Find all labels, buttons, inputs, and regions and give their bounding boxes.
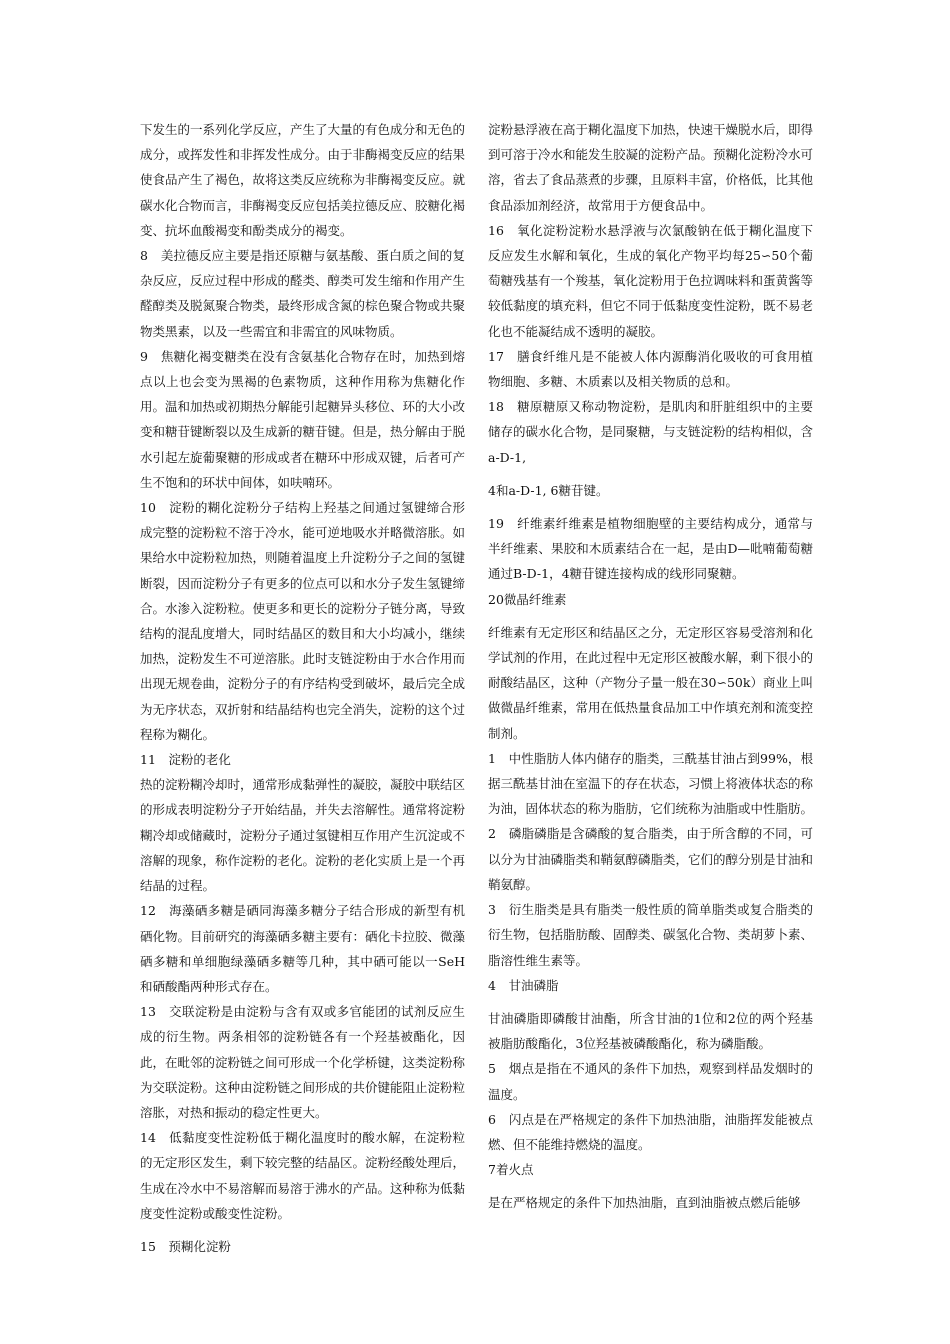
paragraph: 14 低黏度变性淀粉低于糊化温度时的酸水解，在淀粉粒的无定形区发生，剩下较完整的结晶区。淀粉经酸处理后，生成在冷水中不易溶解而易溶于沸水的产品。这种称为低黏度变性淀粉或酸变性淀粉。 <box>140 1130 466 1221</box>
paragraph: 4 甘油磷脂 <box>488 977 559 993</box>
paragraph: 下发生的一系列化学反应，产生了大量的有色成分和无色的成分，或挥发性和非挥发性成分。由于非酶褐变反应的结果使食品产生了褐色，故将这类反应统称为非酶褐变反应。就碳水化合物而言，非酶褐变反应包括美拉德反应、胶糖化褐变、抗坏血酸褐变和酚类成分的褐变。 <box>140 122 466 238</box>
paragraph: 是在严格规定的条件下加热油脂，直到油脂被点燃后能够 <box>488 1195 801 1211</box>
paragraph: 淀粉悬浮液在高于糊化温度下加热，快速干燥脱水后，即得到可溶于冷水和能发生胶凝的淀粉产品。预糊化淀粉冷水可溶，省去了食品蒸煮的步骤，且原料丰富，价格低，比其他食品添加剂经济，故常用于方便食品中。 <box>488 122 814 213</box>
paragraph: 16 氧化淀粉淀粉水悬浮液与次氯酸钠在低于糊化温度下反应发生水解和氧化，生成的氧化产物平均每25∽50个葡萄糖残基有一个羧基，氧化淀粉用于色拉调味料和蛋黄酱等较低黏度的填充料，但它不同于低黏度变性淀粉，既不易老化也不能凝结成不透明的凝胶。 <box>488 222 814 339</box>
paragraph: 热的淀粉糊冷却时，通常形成黏弹性的凝胶，凝胶中联结区的形成表明淀粉分子开始结晶，并失去溶解性。通常将淀粉糊冷却或储藏时，淀粉分子通过氢键相互作用产生沉淀或不溶解的现象，称作淀粉的老化。淀粉的老化实质上是一个再结晶的过程。 <box>140 777 466 894</box>
paragraph: 8 美拉德反应主要是指还原糖与氨基酸、蛋白质之间的复杂反应，反应过程中形成的醛类、醇类可发生缩和作用产生醛醇类及脱氮聚合物类，最终形成含氮的棕色聚合物或共聚物类黑素，以及一些需宜和非需宜的风味物质。 <box>140 248 466 339</box>
paragraph: 13 交联淀粉是由淀粉与含有双或多官能团的试剂反应生成的衍生物。两条相邻的淀粉链各有一个羟基被酯化，因此，在毗邻的淀粉链之间可形成一个化学桥键，这类淀粉称为交联淀粉。这种由淀粉链之间形成的共价键能阻止淀粉粒溶胀，对热和振动的稳定性更大。 <box>140 1004 466 1120</box>
paragraph: 4和a-D-1, 6糖苷键。 <box>488 482 609 498</box>
paragraph: 12 海藻硒多糖是硒同海藻多糖分子结合形成的新型有机硒化物。目前研究的海藻硒多糖主要有：硒化卡拉胶、微藻硒多糖和单细胞绿藻硒多糖等几种，其中硒可能以一SeH和硒酸酯两种形式存在。 <box>140 903 466 994</box>
paragraph: 20微晶纤维素 <box>488 591 567 607</box>
paragraph: 11 淀粉的老化 <box>140 752 231 768</box>
paragraph: 6 闪点是在严格规定的条件下加热油脂，油脂挥发能被点燃、但不能维持燃烧的温度。 <box>488 1111 813 1152</box>
paragraph: 10 淀粉的糊化淀粉分子结构上羟基之间通过氢键缔合形成完整的淀粉粒不溶于冷水，能可逆地吸水并略微溶胀。如果给水中淀粉粒加热，则随着温度上升淀粉分子之间的氢键断裂，因而淀粉分子有更多的位点可以和水分子发生氢键缔合。水渗入淀粉粒。使更多和更长的淀粉分子链分离，导致结构的混乱度增大，同时结晶区的数目和大小均减小，继续加热，淀粉发生不可逆溶胀。此时支链淀粉由于水合作用而出现无规卷曲，淀粉分子的有序结构受到破坏，最后完全成为无序状态，双折射和结晶结构也完全消失，淀粉的这个过程称为糊化。 <box>140 500 466 742</box>
paragraph: 5 烟点是指在不通风的条件下加热，观察到样品发烟时的温度。 <box>488 1061 813 1102</box>
right-column <box>488 117 813 1216</box>
paragraph: 19 纤维素纤维素是植物细胞壁的主要结构成分，通常与半纤维素、果胶和木质素结合在一起，是由D—吡喃葡萄糖通过B-D-1，4糖苷键连接构成的线形同聚糖。 <box>488 516 813 582</box>
paragraph: 15 预糊化淀粉 <box>140 1238 231 1254</box>
paragraph: 3 衍生脂类是具有脂类一般性质的简单脂类或复合脂类的衍生物，包括脂肪酸、固醇类、碳氢化合物、类胡萝卜素、脂溶性维生素等。 <box>488 902 814 968</box>
paragraph: 9 焦糖化褐变糖类在没有含氨基化合物存在时，加热到熔点以上也会变为黑褐的色素物质，这种作用称为焦糖化作用。温和加热或初期热分解能引起糖异头移位、环的大小改变和糖苷键断裂以及生成新的糖苷键。但是，热分解由于脱水引起左旋葡聚糖的形成或者在糖环中形成双键，后者可产生不饱和的环状中间体，如呋喃环。 <box>140 348 466 490</box>
left-column <box>140 117 465 1259</box>
paragraph: 纤维素有无定形区和结晶区之分，无定形区容易受溶剂和化学试剂的作用，在此过程中无定形区被酸水解，剩下很小的耐酸结晶区，这种（产物分子量一般在30∽50k）商业上叫做微晶纤维素，常用在低热量食品加工中作填充剂和流变控制剂。 <box>488 624 814 741</box>
paragraph: 18 糖原糖原又称动物淀粉，是肌肉和肝脏组织中的主要储存的碳水化合物，是同聚糖，与支链淀粉的结构相似，含a-D-1, <box>488 399 814 465</box>
paragraph: 2 磷脂磷脂是含磷酸的复合脂类，由于所含醇的不同，可以分为甘油磷脂类和鞘氨醇磷脂类，它们的醇分别是甘油和鞘氨醇。 <box>488 826 814 892</box>
paragraph: 7着火点 <box>488 1162 534 1178</box>
paragraph: 1 中性脂肪人体内储存的脂类，三酰基甘油占到99%，根据三酰基甘油在室温下的存在状态，习惯上将液体状态的称为油，固体状态的称为脂肪，它们统称为油脂或中性脂肪。 <box>488 750 814 817</box>
paragraph: 17 膳食纤维凡是不能被人体内源酶消化吸收的可食用植物细胞、多糖、木质素以及相关物质的总和。 <box>488 348 813 390</box>
paragraph: 甘油磷脂即磷酸甘油酯，所含甘油的1位和2位的两个羟基被脂肪酸酯化，3位羟基被磷酸酯化，称为磷脂酸。 <box>488 1010 813 1052</box>
